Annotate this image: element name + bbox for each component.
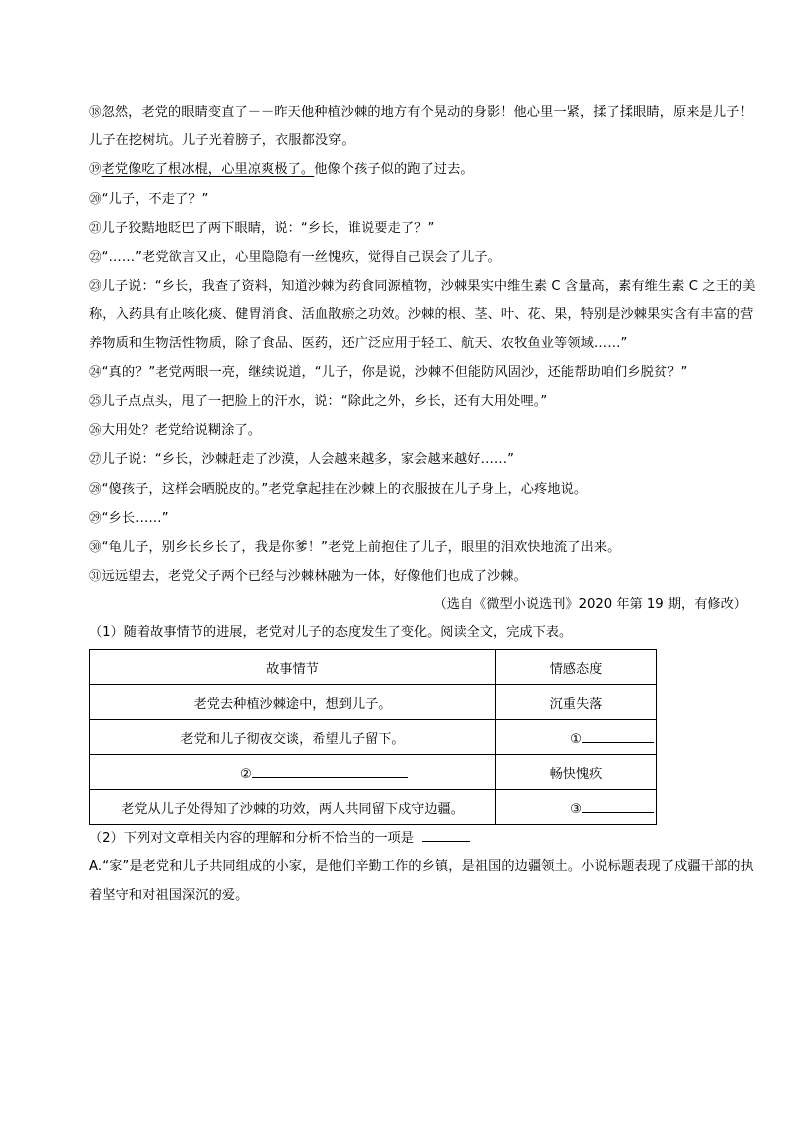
attitude-cell: 畅快愧疚	[496, 755, 657, 790]
paragraph-30: ㉚“龟儿子，别乡长乡长了，我是你爹！”老党上前抱住了儿子，眼里的泪欢快地流了出来。	[89, 539, 621, 556]
header-plot: 故事情节	[90, 650, 496, 685]
paragraph-19: ⑲老党像吃了根冰棍，心里凉爽极了。他像个孩子似的跑了过去。	[89, 161, 474, 178]
attitude-cell: 沉重失落	[496, 685, 657, 720]
attitude-answer-blank-3[interactable]: ③	[496, 790, 657, 825]
table-header-row	[90, 650, 657, 685]
source-citation: （选自《微型小说选刊》2020 年第 19 期，有修改）	[433, 597, 747, 613]
question-1-prompt: （1）随着故事情节的进展，老党对儿子的态度发生了变化。阅读全文，完成下表。	[89, 625, 573, 641]
question-2-prompt: （2）下列对文章相关内容的理解和分析不恰当的一项是	[89, 825, 761, 853]
paragraph-26: ㉖大用处？老党给说糊涂了。	[89, 422, 262, 439]
underlined-sentence: 老党像吃了根冰棍，心里凉爽极了。	[101, 162, 315, 178]
plot-cell: 老党和儿子彻夜交谈，希望儿子留下。	[90, 720, 496, 755]
paragraph-31: ㉛远远望去，老党父子两个已经与沙棘林融为一体，好像他们也成了沙棘。	[89, 568, 527, 585]
attitude-answer-blank-1[interactable]: ①	[496, 720, 657, 755]
paragraph-24: ㉔“真的？”老党两眼一亮，继续说道，“儿子，你是说，沙棘不但能防风固沙，还能帮助咱们乡脱贫？”	[89, 363, 688, 380]
paragraph-21: ㉑儿子狡黠地眨巴了两下眼睛，说：“乡长，谁说要走了？”	[89, 219, 435, 236]
paragraph-29: ㉙“乡长……”	[89, 509, 169, 526]
document-page	[89, 98, 761, 910]
answer-blank[interactable]	[422, 827, 470, 842]
plot-answer-blank-2[interactable]: ②	[90, 755, 496, 790]
table-row	[90, 790, 657, 825]
blank-line[interactable]	[252, 763, 408, 778]
paragraph-18: ⑱忽然，老党的眼睛变直了－－昨天他种植沙棘的地方有个晃动的身影！他心里一紧，揉了揉眼睛，原来是儿子！儿子在挖树坑。儿子光着膀子，衣服都没穿。	[89, 104, 753, 149]
plot-cell: 老党从儿子处得知了沙棘的功效，两人共同留下戍守边疆。	[90, 790, 496, 825]
table-row	[90, 720, 657, 755]
attitude-table	[89, 649, 657, 825]
paragraph-23: ㉓儿子说：“乡长，我查了资料，知道沙棘为药食同源植物，沙棘果实中维生素 C 含量高，素有维生素 C 之王的美称，入药具有止咳化痰、健胃消食、活血散瘀之功效。沙棘的根、茎、叶、花、果，特别是沙棘果实含有丰富的营养物质和生物活性物质，除了食品、医药，还广泛应用于轻工、航天、农牧鱼业等领域……”	[89, 278, 756, 351]
header-attitude: 情感态度	[496, 650, 657, 685]
table-row	[90, 685, 657, 720]
paragraph-22: ㉒“……”老党欲言又止，心里隐隐有一丝愧疚，觉得自己误会了儿子。	[89, 249, 501, 266]
plot-cell: 老党去种植沙棘途中，想到儿子。	[90, 685, 496, 720]
paragraph-20: ⑳“儿子，不走了？”	[89, 190, 209, 207]
paragraph-28: ㉘“傻孩子，这样会晒脱皮的。”老党拿起挂在沙棘上的衣服披在儿子身上，心疼地说。	[89, 480, 588, 497]
paragraph-27: ㉗儿子说：“乡长，沙棘赶走了沙漠，人会越来越多，家会越来越好……”	[89, 451, 515, 468]
option-a[interactable]: A.“家”是老党和儿子共同组成的小家，是他们辛勤工作的乡镇，是祖国的边疆领土。小说标题表现了戍疆干部的执着坚守和对祖国深沉的爱。	[89, 859, 754, 903]
table-row	[90, 755, 657, 790]
paragraph-25: ㉕儿子点点头，甩了一把脸上的汗水，说：“除此之外，乡长，还有大用处哩。”	[89, 393, 548, 410]
blank-line[interactable]	[582, 798, 654, 813]
blank-line[interactable]	[582, 728, 654, 743]
